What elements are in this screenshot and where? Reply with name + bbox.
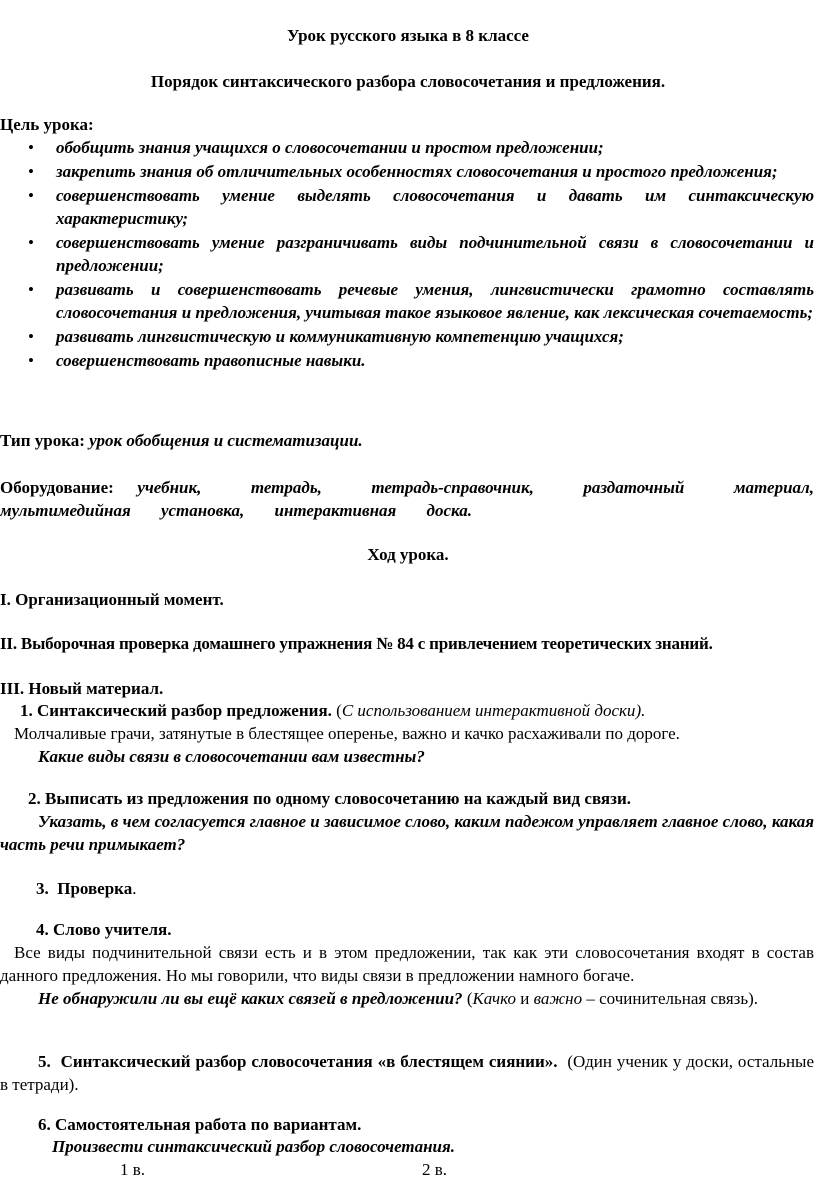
equipment-value: учебник, тетрадь, тетрадь-справочник, раздаточный материал, мультимедийная установка, интерактивная доска. [0,478,814,520]
section-2: II. Выборочная проверка домашнего упражнения № 84 с привлечением теоретических знаний. [0,634,713,653]
goal-item: • развивать и совершенствовать речевые умения, лингвистически грамотно составлять словосочетания и предложения, учитывая такое языковое явление, как лексическая сочетаемость; [28,280,814,322]
bullet-icon: • [28,280,34,299]
equipment [0,476,814,522]
section-1: I. Организационный момент. [0,590,224,609]
step-1-question: Какие виды связи в словосочетании вам известны? [38,747,425,766]
bullet-icon: • [28,162,34,181]
step-1-heading: 1. Синтаксический разбор предложения. (С использованием интерактивной доски). [20,701,646,720]
bullet-icon: • [28,233,34,252]
bullet-icon: • [28,351,34,370]
bullet-icon: • [28,138,34,157]
lesson-type-label: Тип урока: [0,431,85,450]
step-6-heading: 6. Самостоятельная работа по вариантам. [38,1115,362,1134]
step-5-heading: Синтаксический разбор словосочетания «в блестящем сиянии». [60,1052,558,1071]
step-6-task: Произвести синтаксический разбор словосочетания. [52,1137,456,1156]
lesson-type-value: урок обобщения и систематизации. [84,431,363,450]
step-1-note: С использованием интерактивной доски [341,701,636,720]
goal-list [0,136,814,373]
step-5-tail: (Один ученик у доски, остальные в тетради). [0,1052,815,1094]
section-3: III. Новый материал. [0,679,164,698]
step-4-question: Не обнаружили ли вы ещё каких связей в предложении? [38,989,463,1008]
variant-1: 1 в. [120,1160,146,1179]
goal-item: • закрепить знания об отличительных особенностях словосочетания и простого предложения; [28,162,778,181]
goal-label: Цель урока: [0,115,94,134]
document-subtitle: Порядок синтаксического разбора словосочетания и предложения. [150,72,666,91]
step-5: 5. Синтаксический разбор словосочетания «в блестящем сиянии». (Один ученик у доски, остальные в тетради). [0,1052,815,1094]
bullet-icon: • [28,186,34,205]
goal-item: • обобщить знания учащихся о словосочетании и простом предложении; [28,138,604,157]
equipment-label: Оборудование: [0,478,114,497]
goal-item: • совершенствовать умение выделять словосочетания и давать им синтаксическую характеристику; [28,186,814,228]
goal-item: • совершенствовать умение разграничивать виды подчинительной связи в словосочетании и предложении; [28,233,814,275]
goal-item: • развивать лингвистическую и коммуникативную компетенцию учащихся; [28,327,624,346]
step-3-heading: 3. Проверка. [36,879,137,898]
lesson-type [0,429,814,452]
step-4-text: Все виды подчинительной связи есть и в этом предложении, так как эти словосочетания входят в состав данного предложения. Но мы говорили, что виды связи в предложении намного богаче. [0,943,814,985]
step-2-heading: 2. Выписать из предложения по одному словосочетанию на каждый вид связи. [28,789,631,808]
document-title: Урок русского языка в 8 классе [287,26,529,45]
goal-item: • совершенствовать правописные навыки. [28,351,366,370]
step-4-question-line: Не обнаружили ли вы ещё каких связей в предложении? (Качко и важно – сочинительная связь). [38,989,759,1008]
step-4-heading: 4. Слово учителя. [36,920,172,939]
step-2-question: Указать, в чем согласуется главное и зависимое слово, каким падежом управляет главное слово, какая часть речи примыкает? [0,812,814,854]
step-1-sentence: Молчаливые грачи, затянутые в блестящее оперенье, важно и качко расхаживали по дороге. [14,724,680,743]
bullet-icon: • [28,327,34,346]
course-title: Ход урока. [367,545,449,564]
variant-2: 2 в. [422,1160,448,1179]
